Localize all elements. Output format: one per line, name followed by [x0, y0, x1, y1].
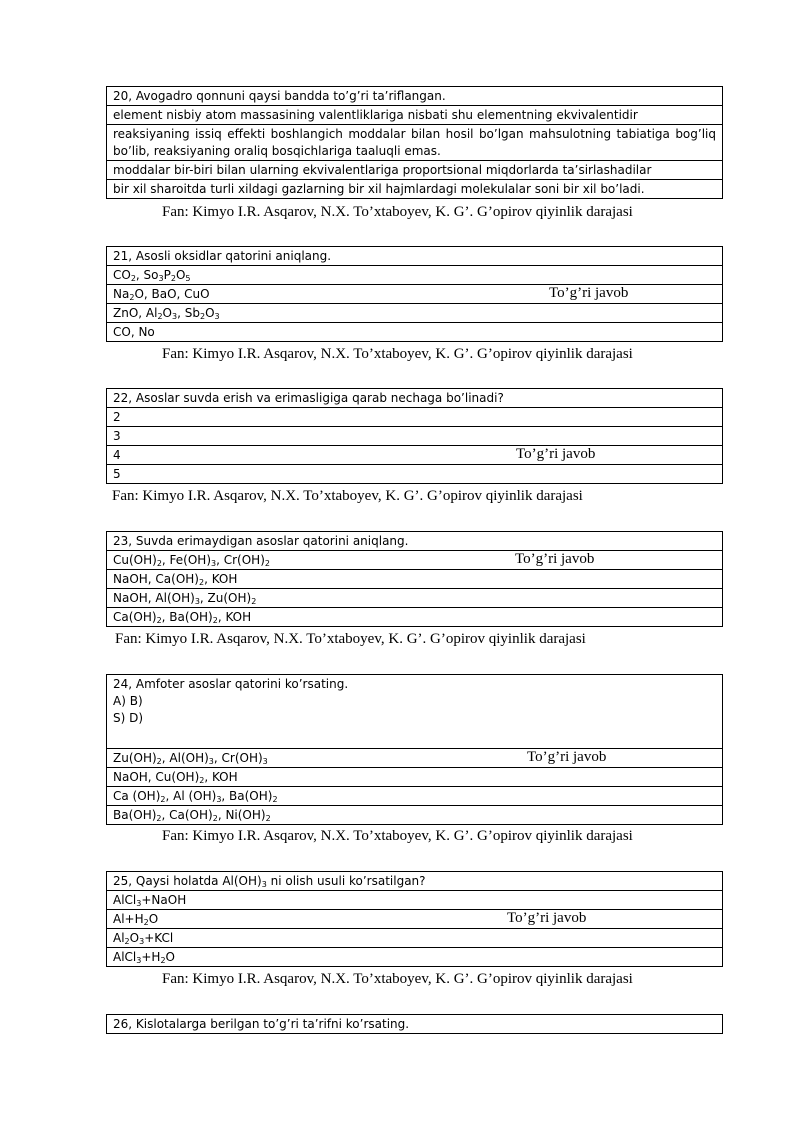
correct-answer-label: To’g’ri javob [527, 749, 607, 765]
question-24-options-ab: A) B) [113, 694, 143, 708]
answer-25-d: $AlCl_3+H_2O$ [113, 950, 175, 965]
answer-24-b: NaOH, $Cu(OH)_2$, KOH [107, 768, 722, 787]
question-24-table [106, 674, 723, 825]
question-24-text [107, 675, 722, 749]
question-21-table [106, 246, 723, 342]
answer-23-d: $Ca(OH)_2$, $Ba(OH)_2$, KOH [113, 610, 252, 625]
fan-line-24: Fan: Kimyo I.R. Asqarov, N.X. To’xtaboyev, K. G’. G’opirov qiyinlik darajasi [162, 828, 633, 844]
answer-23-b: NaOH, $Ca(OH)_2$, KOH [107, 570, 722, 589]
answer-23-a: $Cu(OH)_2$, $Fe(OH)_3$, $Cr(OH)_2$ To’g’ri javob [107, 551, 722, 570]
fan-line-20: Fan: Kimyo I.R. Asqarov, N.X. To’xtaboyev, K. G’. G’opirov qiyinlik darajasi [162, 204, 633, 220]
answer-20-d: bir xil sharoitda turli xildagi gazlarning bir xil hajmlardagi molekulalar soni bir xil bo’ladi. [113, 182, 645, 196]
fan-line-23: Fan: Kimyo I.R. Asqarov, N.X. To’xtaboyev, K. G’. G’opirov qiyinlik darajasi [115, 631, 586, 647]
fan-line-22: Fan: Kimyo I.R. Asqarov, N.X. To’xtaboyev, K. G’. G’opirov qiyinlik darajasi [112, 488, 583, 504]
answer-21-b: $Na_2O$, BaO, CuO To’g’ri javob [107, 285, 722, 304]
question-22-table [106, 388, 723, 484]
question-26-table [106, 1014, 723, 1034]
answer-22-d: 5 [113, 467, 121, 481]
answer-25-b: $Al+H_2O$ To’g’ri javob [107, 910, 722, 929]
answer-22-b: 3 [107, 427, 722, 446]
answer-20-a: element nisbiy atom massasining valentliklariga nisbati shu elementning ekvivalentidir [107, 106, 722, 125]
answer-20-b: reaksiyaning issiq effekti boshlangich moddalar bilan hosil bo’lgan mahsulotning tabiatiga bog’liq bo’lib, reaksiyaning oraliq bosqichlariga taaluqli emas. [107, 125, 722, 161]
correct-answer-label: To’g’ri javob [507, 910, 587, 926]
answer-22-c [107, 446, 722, 465]
fan-line-21: Fan: Kimyo I.R. Asqarov, N.X. To’xtaboyev, K. G’. G’opirov qiyinlik darajasi [162, 346, 633, 362]
fan-line-25: Fan: Kimyo I.R. Asqarov, N.X. To’xtaboyev, K. G’. G’opirov qiyinlik darajasi [162, 971, 633, 987]
correct-answer-label: To’g’ri javob [516, 446, 596, 462]
question-20-text: 20, Avogadro qonnuni qaysi bandda to’g’ri ta’riflangan. [107, 87, 722, 106]
answer-24-d: $Ba(OH)_2$, $Ca(OH)_2$, $Ni(OH)_2$ [113, 808, 271, 823]
answer-21-d: CO, No [113, 325, 155, 339]
question-25-text: 25, Qaysi holatda $Al(OH)_3$ ni olish usuli ko’rsatilgan? [107, 872, 722, 891]
answer-21-c: ZnO, $Al_2O_3$, $Sb_2O_3$ [107, 304, 722, 323]
question-22-text: 22, Asoslar suvda erish va erimasligiga qarab nechaga bo’linadi? [107, 389, 722, 408]
answer-22-a: 2 [107, 408, 722, 427]
answer-24-a: $Zu(OH)_2$, $Al(OH)_3$, $Cr(OH)_3$ To’g’ri javob [107, 749, 722, 768]
question-25-table [106, 871, 723, 967]
question-23-text: 23, Suvda erimaydigan asoslar qatorini aniqlang. [107, 532, 722, 551]
answer-22-c-text: 4 [113, 448, 121, 462]
correct-answer-label: To’g’ri javob [515, 551, 595, 567]
question-24-options-sd: S) D) [113, 711, 144, 725]
correct-answer-label: To’g’ri javob [549, 285, 629, 301]
question-20-table [106, 86, 723, 199]
question-26-text: 26, Kislotalarga berilgan to’g’ri ta’rifni ko’rsating. [113, 1017, 410, 1031]
answer-20-c: moddalar bir-biri bilan ularning ekvivalentlariga proportsional miqdorlarda ta’sirlashadilar [107, 161, 722, 180]
question-24-title: 24, Amfoter asoslar qatorini ko’rsating. [113, 677, 349, 691]
answer-25-c: $Al_2O_3+KCl$ [107, 929, 722, 948]
question-21-text: 21, Asosli oksidlar qatorini aniqlang. [107, 247, 722, 266]
question-23-table [106, 531, 723, 627]
answer-21-a: $CO_2$, $So_3P_2O_5$ [107, 266, 722, 285]
answer-24-c: Ca $(OH)_2$, Al $(OH)_3$, $Ba(OH)_2$ [107, 787, 722, 806]
answer-25-a: AlCl$_3$+NaOH [107, 891, 722, 910]
answer-23-c: NaOH, $Al(OH)_3$, $Zu(OH)_2$ [107, 589, 722, 608]
